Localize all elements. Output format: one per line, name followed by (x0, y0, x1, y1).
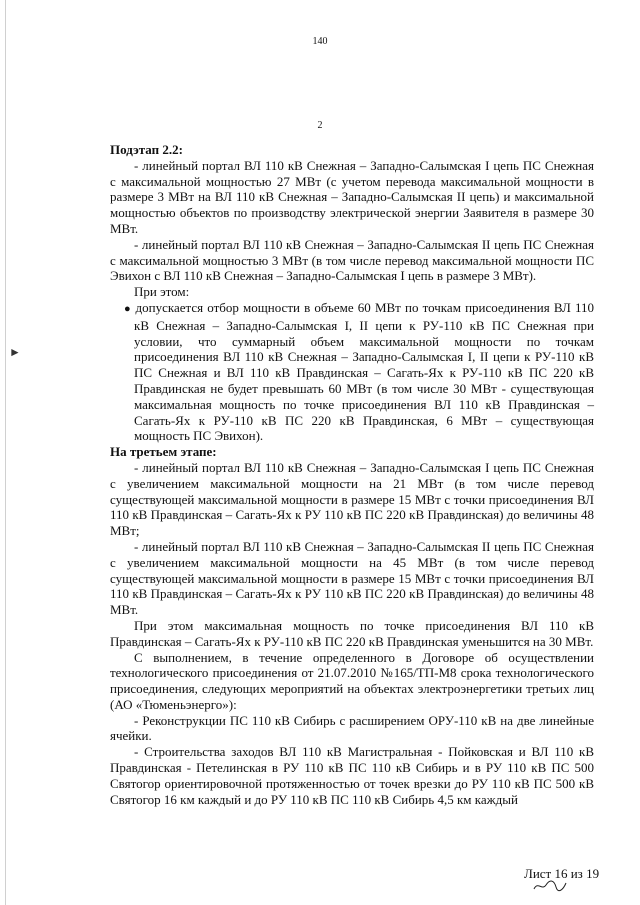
sheet-number: 2 (317, 120, 323, 131)
paragraph: При этом максимальная мощность по точке присоединения ВЛ 110 кВ Правдинская – Сагать-Ях к РУ-110 кВ ПС 220 кВ Правдинская уменьшится на 30 МВт. (110, 617, 594, 649)
bullet-text: допускается отбор мощности в объеме 60 МВт по точкам присоединения ВЛ 110 кВ Снежная – Западно-Салымская I, II цепи к РУ-110 кВ ПС Снежная при условии, что суммарный объем максимальной мощности по точкам присоединения ВЛ 110 кВ Снежная – Западно-Салымская I, II цепи к РУ-110 кВ ПС Снежная и ВЛ 110 кВ Правдинская – Сагать-Ях к РУ-110 кВ ПС 220 кВ Правдинская не будет превышать 60 МВт (в том числе 30 МВт - существующая максимальная мощность по точке присоединения ВЛ 110 кВ Правдинская – Сагать-Ях к РУ-110 кВ ПС 220 кВ Правдинская, 6 МВт – существующая мощность ПС Эвихон). (134, 299, 594, 444)
sheet-counter: Лист 16 из 19 (524, 866, 600, 881)
paragraph: - Реконструкции ПС 110 кВ Сибирь с расширением ОРУ-110 кВ на две линейные ячейки. (110, 712, 594, 744)
bullet-icon: ● (124, 302, 132, 315)
paragraph: - линейный портал ВЛ 110 кВ Снежная – Западно-Салымская II цепь ПС Снежная с максимальной мощностью 3 МВт (в том числе перевод максимальной мощности ПС Эвихон с ВЛ 110 кВ Снежная – Западно-Салымская I цепь в размере 3 МВт). (110, 236, 594, 284)
signature-scribble-icon (532, 877, 568, 893)
document-body (110, 142, 594, 807)
page-edge-line (5, 0, 6, 905)
paragraph: - линейный портал ВЛ 110 кВ Снежная – Западно-Салымская II цепь ПС Снежная с увеличением максимальной мощности на 45 МВт (в том числе перевод существующей максимальной мощности в размере 15 МВт с точки присоединения ВЛ 110 кВ Правдинская – Сагать-Ях к РУ 110 кВ ПС 220 кВ Правдинская) до величины 48 МВт. (110, 538, 594, 618)
section-heading-substage: Подэтап 2.2: (110, 142, 183, 157)
margin-arrow-mark: ► (9, 345, 21, 359)
paragraph: - линейный портал ВЛ 110 кВ Снежная – Западно-Салымская I цепь ПС Снежная с увеличением максимальной мощности на 21 МВт (в том числе перевод существующей максимальной мощности в размере 15 МВт с точки присоединения ВЛ 110 кВ Правдинская – Сагать-Ях к РУ 110 кВ ПС 220 кВ Правдинская) до величины 48 МВт; (110, 459, 594, 539)
paragraph: - Строительства заходов ВЛ 110 кВ Магистральная - Пойковская и ВЛ 110 кВ Правдинская - Петелинская в РУ 110 кВ ПС 110 кВ Сибирь и в РУ 110 кВ ПС 500 Святогор ориентировочной протяженностью от точек врезки до РУ 110 кВ ПС 500 кВ Святогор 16 км каждый и до РУ 110 кВ ПС 110 кВ Сибирь 4,5 км каждый (110, 744, 594, 807)
paragraph: - линейный портал ВЛ 110 кВ Снежная – Западно-Салымская I цепь ПС Снежная с максимальной мощностью 27 МВт (с учетом перевода максимальной мощности в размере 3 МВт на ВЛ 110 кВ Снежная – Западно-Салымская II цепь) и максимальной мощностью объектов по производству электрической энергии Заявителя в размере 30 МВт. (110, 157, 594, 236)
page-number: 140 (312, 36, 328, 47)
bullet-paragraph (110, 300, 594, 444)
paragraph: С выполнением, в течение определенного в Договоре об осуществлении технологического присоединения от 21.07.2010 №165/ТП-М8 срока технологического присоединения, следующих мероприятий на объектах электроэнергетики третьих лиц (АО «Тюменьэнерго»): (110, 649, 594, 712)
section-heading-third-stage: На третьем этапе: (110, 444, 217, 460)
paragraph: При этом: (134, 284, 190, 300)
